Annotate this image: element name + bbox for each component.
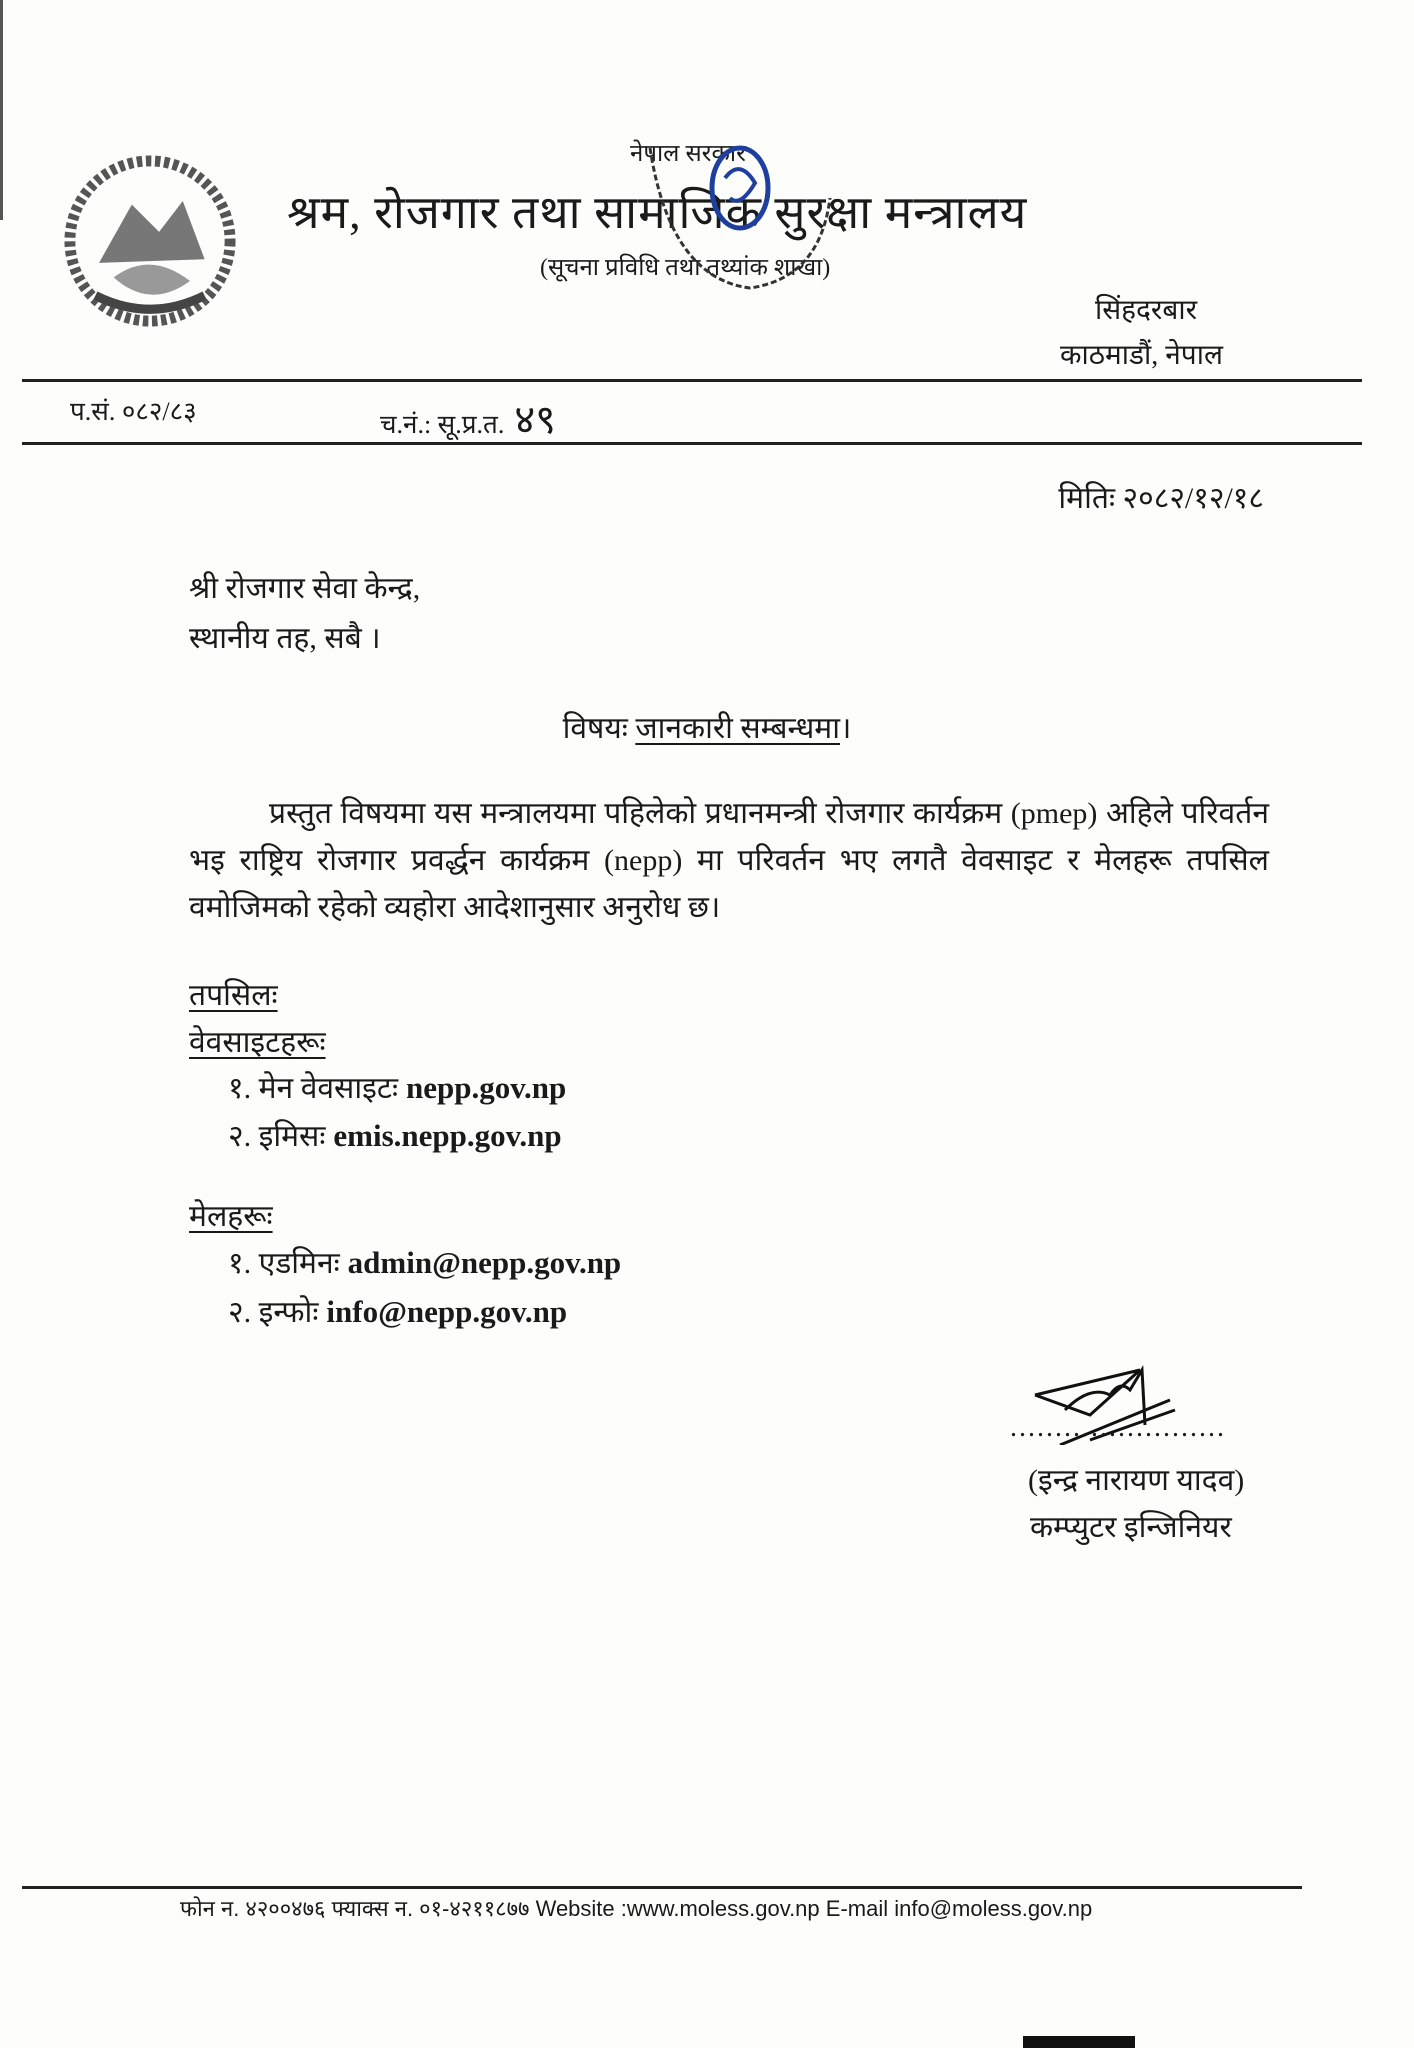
scan-edge <box>0 0 3 220</box>
list-item <box>228 1241 621 1282</box>
websites-heading: वेवसाइटहरूः <box>189 1026 326 1059</box>
recipient-line-2: स्थानीय तह, सबै । <box>189 622 381 655</box>
item-label: २. इन्फोः <box>228 1296 319 1329</box>
item-label: २. इमिसः <box>228 1120 326 1153</box>
office-stamp <box>630 128 860 298</box>
subject-label: विषयः <box>562 712 628 745</box>
list-item <box>228 1114 562 1155</box>
signatory-title: कम्प्युटर इन्जिनियर <box>1030 1511 1232 1544</box>
list-item <box>228 1290 567 1331</box>
scan-mark <box>1023 2036 1135 2048</box>
website-value: nepp.gov.np <box>406 1070 567 1105</box>
subject-end: । <box>840 712 852 745</box>
dispatch-number <box>380 390 556 445</box>
item-label: १. मेन वेवसाइटः <box>228 1072 399 1105</box>
ministry-title: श्रम, रोजगार तथा सामाजिक सुरक्षा मन्त्रालय <box>287 187 1028 238</box>
header-divider <box>22 379 1362 382</box>
dispatch-label: च.नं.: सू.प्र.त. <box>380 410 505 439</box>
details-heading: तपसिलः <box>189 979 278 1012</box>
footer-divider <box>22 1886 1302 1889</box>
dispatch-value: ४९ <box>514 397 556 442</box>
mails-heading: मेलहरूः <box>189 1200 273 1233</box>
nepal-emblem-logo <box>59 150 241 332</box>
signatory-name: (इन्द्र नारायण यादव) <box>1028 1464 1245 1497</box>
government-label: नेपाल सरकार <box>630 141 746 167</box>
footer-contact: फोन न. ४२००४७६ फ्याक्स न. ०१-४२११८७७ Website :www.moless.gov.np E-mail info@moless.gov.np <box>180 1896 1093 1921</box>
letter-reference-number: प.सं. ०८२/८३ <box>70 397 197 426</box>
branch-subtitle: (सूचना प्रविधि तथा तथ्यांक शाखा) <box>540 255 831 281</box>
list-item <box>228 1066 566 1107</box>
reference-divider <box>22 442 1362 445</box>
subject-line <box>0 706 1414 747</box>
subject-text: जानकारी सम्बन्धमा <box>635 712 841 745</box>
website-value: emis.nepp.gov.np <box>333 1118 562 1153</box>
address-line-1: सिंहदरबार <box>1095 295 1198 326</box>
letter-date: मितिः २०८२/१२/१८ <box>1058 482 1264 515</box>
email-value: admin@nepp.gov.np <box>347 1245 622 1280</box>
letter-body: प्रस्तुत विषयमा यस मन्त्रालयमा पहिलेको प्रधानमन्त्री रोजगार कार्यक्रम (pmep) अहिले परिवर्तन भइ राष्ट्रिय रोजगार प्रवर्द्धन कार्यक्रम (nepp) मा परिवर्तन भए लगतै वेवसाइट र मेलहरू तपसिल वमोजिमको रहेको व्यहोरा आदेशानुसार अनुरोध छ। <box>189 797 1269 924</box>
email-value: info@nepp.gov.np <box>326 1294 568 1329</box>
recipient-line-1: श्री रोजगार सेवा केन्द्र, <box>189 572 421 605</box>
item-label: १. एडमिनः <box>228 1247 340 1280</box>
address-line-2: काठमाडौं, नेपाल <box>1060 340 1223 371</box>
signature-line: ........................ <box>1010 1412 1226 1443</box>
